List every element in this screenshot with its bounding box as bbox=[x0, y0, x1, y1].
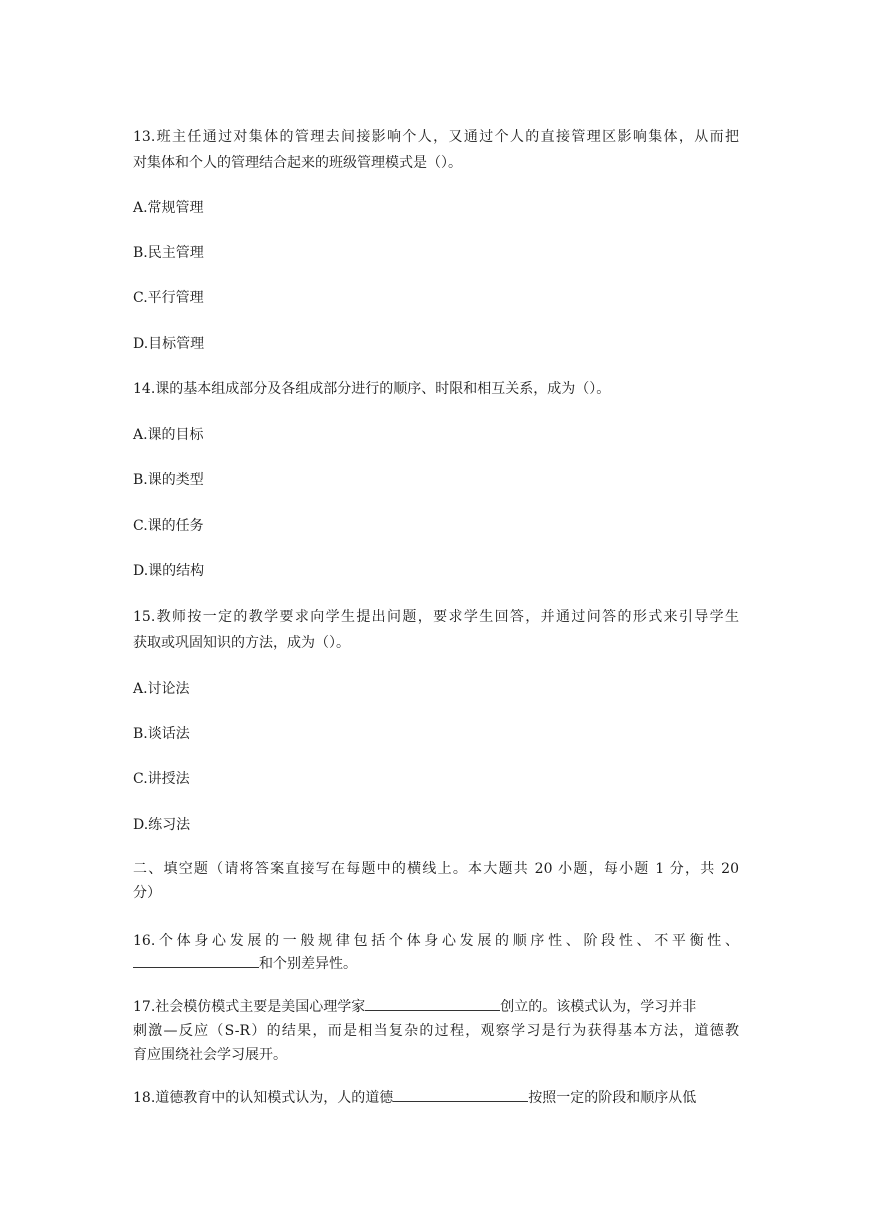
question-17-line-1 bbox=[133, 994, 739, 1020]
section-2-heading-line-2: 分） bbox=[133, 885, 161, 901]
question-16-line-1: 16.个体身心发展的一般规律包括个体身心发展的顺序性、阶段性、不平衡性、 bbox=[133, 933, 739, 949]
section-2-heading-line-1: 二、填空题（请将答案直接写在每题中的横线上。本大题共 20 小题，每小题 1 分，共 20 bbox=[133, 861, 739, 877]
question-18-line-1 bbox=[133, 1085, 739, 1111]
question-14-option-d: D.课的结构 bbox=[133, 563, 205, 579]
question-15-line-2: 获取或巩固知识的方法，成为（）。 bbox=[133, 635, 350, 651]
question-15-option-b: B.谈话法 bbox=[133, 726, 190, 742]
question-15-option-d: D.练习法 bbox=[133, 817, 191, 833]
question-15-option-c: C.讲授法 bbox=[133, 771, 190, 787]
question-13-option-b: B.民主管理 bbox=[133, 245, 204, 261]
question-17-text-after: 创立的。该模式认为，学习并非 bbox=[500, 999, 697, 1015]
answer-blank-17[interactable] bbox=[365, 996, 500, 1011]
question-13-option-c: C.平行管理 bbox=[133, 290, 204, 306]
question-14-line-1: 14.课的基本组成部分及各组成部分进行的顺序、时限和相互关系，成为（）。 bbox=[133, 381, 611, 397]
question-17-line-2: 刺激—反应（S-R）的结果，而是相当复杂的过程，观察学习是行为获得基本方法，道德教 bbox=[133, 1023, 739, 1039]
question-18-text-before: 18.道德教育中的认知模式认为，人的道德 bbox=[133, 1090, 394, 1106]
question-15-line-1: 15.教师按一定的教学要求向学生提出问题，要求学生回答，并通过问答的形式来引导学生 bbox=[133, 609, 739, 625]
question-14-option-b: B.课的类型 bbox=[133, 472, 204, 488]
question-16-line-2-text: 和个别差异性。 bbox=[259, 956, 357, 972]
answer-blank-16[interactable] bbox=[133, 953, 259, 968]
question-13-line-2: 对集体和个人的管理结合起来的班级管理模式是（）。 bbox=[133, 155, 462, 171]
question-17-text-before: 17.社会模仿模式主要是美国心理学家 bbox=[133, 999, 366, 1015]
question-13-option-a: A.常规管理 bbox=[133, 200, 204, 216]
answer-blank-18[interactable] bbox=[393, 1087, 528, 1102]
question-13-line-1: 13.班主任通过对集体的管理去间接影响个人，又通过个人的直接管理区影响集体，从而把 bbox=[133, 129, 739, 145]
question-14-option-a: A.课的目标 bbox=[133, 427, 204, 443]
question-15-option-a: A.讨论法 bbox=[133, 681, 190, 697]
question-13-option-d: D.目标管理 bbox=[133, 336, 205, 352]
question-18-text-after: 按照一定的阶段和顺序从低 bbox=[528, 1090, 697, 1106]
question-17-line-3: 育应围绕社会学习展开。 bbox=[133, 1047, 287, 1063]
question-14-option-c: C.课的任务 bbox=[133, 518, 204, 534]
question-16-line-2 bbox=[133, 951, 739, 977]
